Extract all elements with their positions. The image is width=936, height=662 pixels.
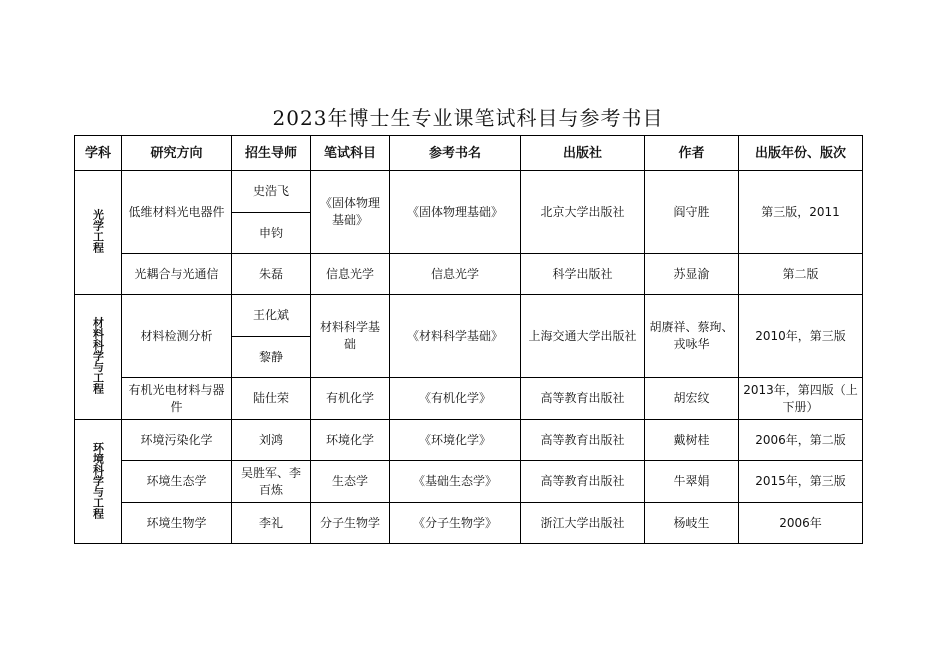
table-row bbox=[75, 461, 863, 503]
book-cell: 《环境化学》 bbox=[390, 420, 521, 461]
publisher-cell: 高等教育出版社 bbox=[521, 461, 645, 503]
table-row bbox=[75, 295, 863, 337]
advisor-cell: 李礼 bbox=[232, 503, 311, 544]
table-row bbox=[75, 378, 863, 420]
edition-cell: 2015年，第三版 bbox=[739, 461, 863, 503]
advisor-cell: 申钧 bbox=[232, 213, 311, 254]
author-cell: 胡赓祥、蔡珣、戎咏华 bbox=[645, 295, 739, 378]
advisor-cell: 陆仕荣 bbox=[232, 378, 311, 420]
header-exam: 笔试科目 bbox=[311, 136, 390, 171]
edition-cell: 2006年 bbox=[739, 503, 863, 544]
book-cell: 信息光学 bbox=[390, 254, 521, 295]
advisor-cell: 吴胜军、李百炼 bbox=[232, 461, 311, 503]
table-row bbox=[75, 254, 863, 295]
advisor-cell: 黎静 bbox=[232, 337, 311, 378]
publisher-cell: 科学出版社 bbox=[521, 254, 645, 295]
subject-cell bbox=[75, 295, 122, 420]
advisor-cell: 史浩飞 bbox=[232, 171, 311, 213]
header-author: 作者 bbox=[645, 136, 739, 171]
publisher-cell: 高等教育出版社 bbox=[521, 378, 645, 420]
exam-cell: 生态学 bbox=[311, 461, 390, 503]
advisor-cell: 王化斌 bbox=[232, 295, 311, 337]
header-direction: 研究方向 bbox=[122, 136, 232, 171]
page-title: 2023年博士生专业课笔试科目与参考书目 bbox=[272, 106, 664, 130]
book-cell: 《有机化学》 bbox=[390, 378, 521, 420]
edition-cell: 2006年，第二版 bbox=[739, 420, 863, 461]
advisor-cell: 刘鸿 bbox=[232, 420, 311, 461]
publisher-cell: 高等教育出版社 bbox=[521, 420, 645, 461]
book-cell: 《材料科学基础》 bbox=[390, 295, 521, 378]
author-cell: 阎守胜 bbox=[645, 171, 739, 254]
table-row bbox=[75, 420, 863, 461]
header-advisor: 招生导师 bbox=[232, 136, 311, 171]
subject-cell bbox=[75, 171, 122, 295]
publisher-cell: 浙江大学出版社 bbox=[521, 503, 645, 544]
publisher-cell: 上海交通大学出版社 bbox=[521, 295, 645, 378]
direction-cell: 有机光电材料与器件 bbox=[122, 378, 232, 420]
exam-table bbox=[74, 135, 863, 544]
direction-cell: 环境生态学 bbox=[122, 461, 232, 503]
direction-cell: 环境污染化学 bbox=[122, 420, 232, 461]
subject-cell bbox=[75, 420, 122, 544]
direction-cell: 光耦合与光通信 bbox=[122, 254, 232, 295]
book-cell: 《固体物理基础》 bbox=[390, 171, 521, 254]
header-edition: 出版年份、版次 bbox=[739, 136, 863, 171]
exam-cell: 分子生物学 bbox=[311, 503, 390, 544]
publisher-cell: 北京大学出版社 bbox=[521, 171, 645, 254]
table-row bbox=[75, 503, 863, 544]
header-row bbox=[75, 136, 863, 171]
author-cell: 苏显渝 bbox=[645, 254, 739, 295]
author-cell: 杨岐生 bbox=[645, 503, 739, 544]
header-subject: 学科 bbox=[75, 136, 122, 171]
exam-cell: 信息光学 bbox=[311, 254, 390, 295]
direction-cell: 材料检测分析 bbox=[122, 295, 232, 378]
exam-cell: 材料科学基础 bbox=[311, 295, 390, 378]
subject-label: 材料科学与工程 bbox=[91, 317, 105, 394]
advisor-cell: 朱磊 bbox=[232, 254, 311, 295]
edition-cell: 第二版 bbox=[739, 254, 863, 295]
direction-cell: 低维材料光电器件 bbox=[122, 171, 232, 254]
author-cell: 胡宏纹 bbox=[645, 378, 739, 420]
author-cell: 牛翠娟 bbox=[645, 461, 739, 503]
header-book: 参考书名 bbox=[390, 136, 521, 171]
edition-cell: 2010年，第三版 bbox=[739, 295, 863, 378]
exam-cell: 《固体物理基础》 bbox=[311, 171, 390, 254]
author-cell: 戴树桂 bbox=[645, 420, 739, 461]
edition-cell: 2013年，第四版（上下册） bbox=[739, 378, 863, 420]
edition-cell: 第三版，2011 bbox=[739, 171, 863, 254]
exam-cell: 有机化学 bbox=[311, 378, 390, 420]
subject-label: 环境科学与工程 bbox=[91, 441, 105, 519]
direction-cell: 环境生物学 bbox=[122, 503, 232, 544]
table-row bbox=[75, 171, 863, 213]
book-cell: 《分子生物学》 bbox=[390, 503, 521, 544]
header-publisher: 出版社 bbox=[521, 136, 645, 171]
exam-cell: 环境化学 bbox=[311, 420, 390, 461]
book-cell: 《基础生态学》 bbox=[390, 461, 521, 503]
subject-label: 光学工程 bbox=[91, 209, 105, 253]
